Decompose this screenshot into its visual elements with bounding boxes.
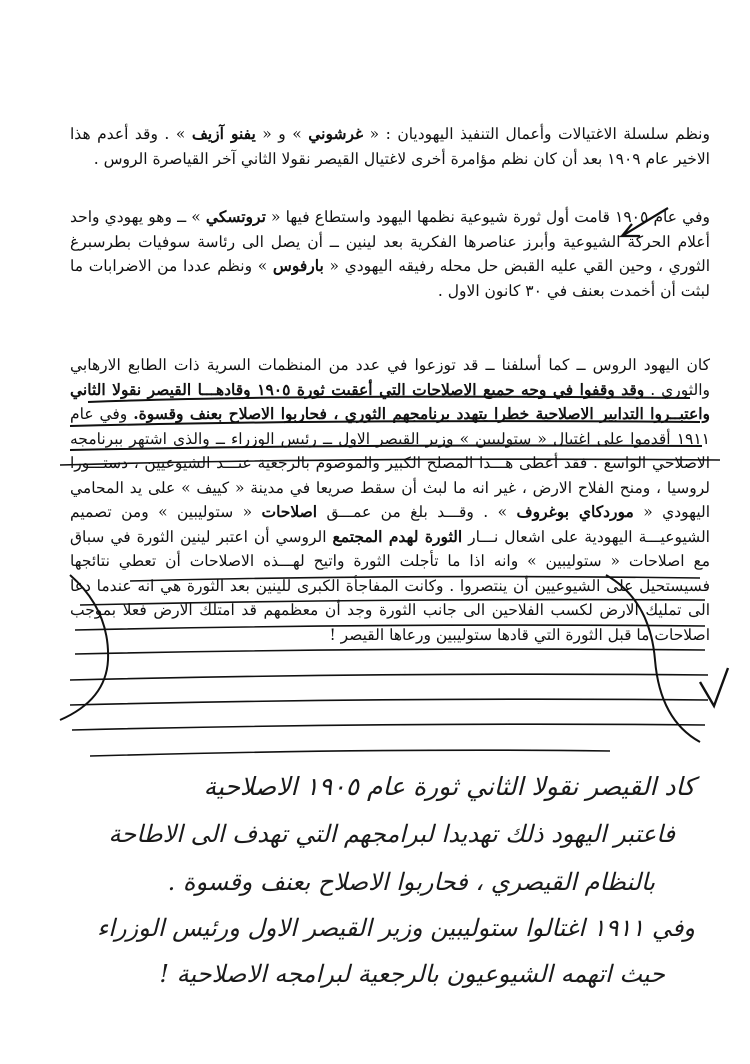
underline — [70, 699, 708, 705]
bold-word: اصلاحات — [261, 502, 318, 521]
name-bold: تروتسكي — [205, 207, 266, 226]
handwritten-line: بالنظام القيصري ، فحاربوا الاصلاح بعنف وقسوة . — [167, 868, 655, 896]
text: كان اليهود الروس ــ كما أسلفنا ــ قد توزعوا في عدد من المنظمات السرية ذات الطابع الارهابي والثوري . — [70, 356, 710, 399]
margin-bracket — [60, 575, 108, 720]
text: « ستوليبين » ومن تصميم الشيوعيـــة اليهودية على اشعال نـــار — [70, 503, 710, 546]
margin-arrow-mark — [622, 208, 668, 236]
text: » . وقد أعدم هذا الاخير عام ١٩٠٩ بعد أن كان نظم مؤامرة أخرى لاغتيال القيصر نقولا الثاني آخر القياصرة الروس . — [70, 125, 710, 168]
handwritten-line: وفي ١٩١١ اغتالوا ستوليبين وزير القيصر الاول ورئيس الوزراء — [97, 914, 695, 942]
text: » و « — [255, 125, 309, 143]
text: الروسي أن اعتبر لينين الثورة في سباق مع اصلاحات « ستوليبين » وانه اذا ما تأجلت الثورة واتيح لهـــذه الاصلاحات أن تعطي نتائجها فسيستحيل على الشيوعيين أن ينتصروا . وكانت المفاجأة الكبرى للينين بعد الثورة هي انه عندما دعا الى تمليك الارض لكسب الفلاحين الى جانب الثورة وجد أن معظمهم قد امتلك الارض فعلا بموجب اصلاحات ما قبل الثورة التي قادها ستوليبين ورعاها القيصر ! — [70, 527, 710, 644]
name-bold: موردكاي بوغروف — [516, 502, 634, 521]
underline — [60, 459, 720, 465]
text: وفي عام ١٩١١ أقدموا على اغتيال « ستوليبين » وزير القيصر الاول ــ رئيس الوزراء ــ والذي اشتهر ببرنامجه الاصلاحي الواسع . فقد أعطى هـــذا المصلح الكبير والموصوم بالرجعية عنـــد الشيوعيين ، دستـــورا لروسيا ، ومنح الفلاح الارض ، غير انه ما لبث أن سقط صريعا في مدينة « كييف » على يد المحامي اليهودي « — [70, 405, 711, 521]
underline — [72, 724, 705, 730]
text: » ــ وهو يهودي واحد أعلام الحركة الشيوعية وأبرز عناصرها الفكرية بعد لينين ــ أن يصل الى رئاسة سوفيات بطرسبرغ الثوري ، وحين القي عليه القبض حل محله رفيقه اليهودي « — [70, 208, 711, 275]
underline — [75, 649, 705, 654]
underline — [90, 750, 610, 756]
text: ونظم سلسلة الاغتيالات وأعمال التنفيذ اليهوديان : « — [363, 125, 710, 143]
name-bold: غرشوني — [308, 124, 364, 143]
bold-passage: وقد وقفوا في وجه جميع الاصلاحات التي أعقبت ثورة ١٩٠٥ وقادهـــا القيصر نقولا الثاني واعتبــروا التدابير الاصلاحية خطرا يتهدد برنامجهم الثوري ، فحاربوا الاصلاح بعنف وقسوة. — [70, 379, 710, 423]
handwritten-line: فاعتبر اليهود ذلك تهديدا لبرامجهم التي تهدف الى الاطاحة — [108, 820, 675, 848]
handwritten-line: كاد القيصر نقولا الثاني ثورة عام ١٩٠٥ الاصلاحية — [203, 772, 695, 801]
handwritten-line: حيث اتهمه الشيوعيون بالرجعية لبرامجه الاصلاحية ! — [159, 960, 665, 988]
text: » ونظم عددا من الاضرابات ما لبثت أن أخمدت بعنف في ٣٠ كانون الاول . — [70, 257, 710, 300]
underline — [70, 421, 700, 426]
bold-phrase: الثورة لهدم المجتمع — [332, 526, 463, 546]
underline — [88, 397, 690, 402]
text: » . وقـــد بلغ من عمـــق — [317, 503, 517, 521]
underline — [70, 674, 708, 680]
name-bold: بارفوس — [272, 256, 324, 275]
text: وفي عام ١٩٠٥ قامت أول ثورة شيوعية نظمها اليهود واستطاع فيها « — [265, 208, 710, 226]
underline — [70, 446, 702, 451]
name-bold: يفنو آزيف — [191, 124, 256, 143]
underline — [75, 625, 705, 630]
underline — [80, 600, 705, 605]
